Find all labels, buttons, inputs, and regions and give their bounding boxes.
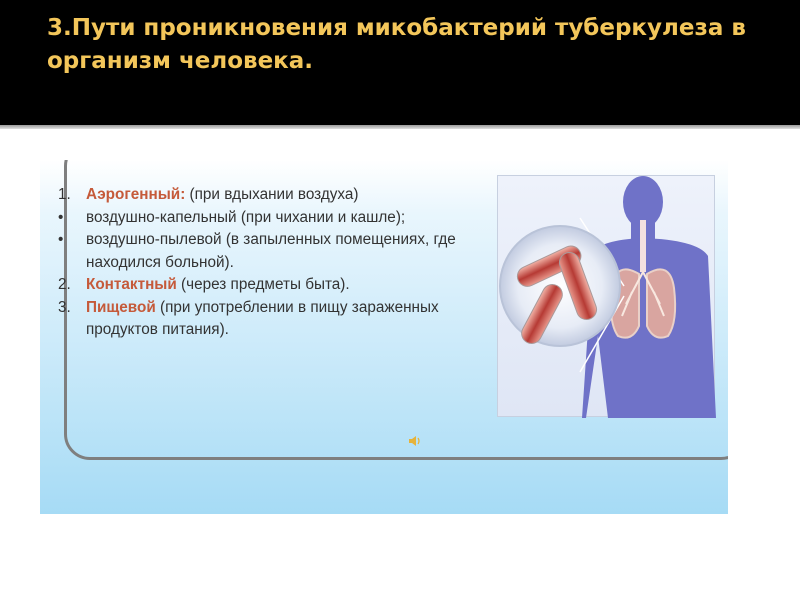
bacteria-magnified-icon — [500, 226, 620, 347]
title-bar — [0, 0, 800, 125]
route-description: (через предметы быта). — [176, 276, 350, 293]
route-name: Аэрогенный: — [86, 186, 186, 203]
list-number: 2. — [58, 276, 71, 293]
route-description: воздушно-капельный (при чихании и кашле); — [86, 208, 406, 226]
header-divider — [0, 125, 800, 129]
illustration-svg — [498, 176, 716, 418]
list-number: 1. — [58, 186, 71, 203]
route-description: (при вдыхании воздуха) — [185, 186, 359, 203]
route-description: воздушно-пылевой (в запыленных помещениях, где находился больной). — [86, 231, 456, 271]
transmission-list — [58, 184, 503, 342]
route-name: Пищевой — [86, 298, 156, 316]
lungs-bacteria-illustration — [497, 175, 715, 417]
list-item — [58, 184, 503, 207]
slide-image — [40, 160, 728, 514]
list-number: 3. — [58, 298, 71, 316]
route-description: (при употреблении в пищу зараженных продуктов питания). — [86, 298, 439, 338]
list-item — [58, 274, 503, 297]
list-item — [58, 229, 503, 274]
route-name: Контактный — [86, 276, 177, 293]
list-item — [58, 207, 503, 230]
bullet: • — [58, 231, 64, 248]
list-item — [58, 297, 503, 342]
slide-title: 3.Пути проникновения микобактерий туберкулеза в организм человека. — [47, 15, 746, 74]
speaker-icon[interactable] — [408, 434, 422, 451]
bullet: • — [58, 208, 64, 226]
